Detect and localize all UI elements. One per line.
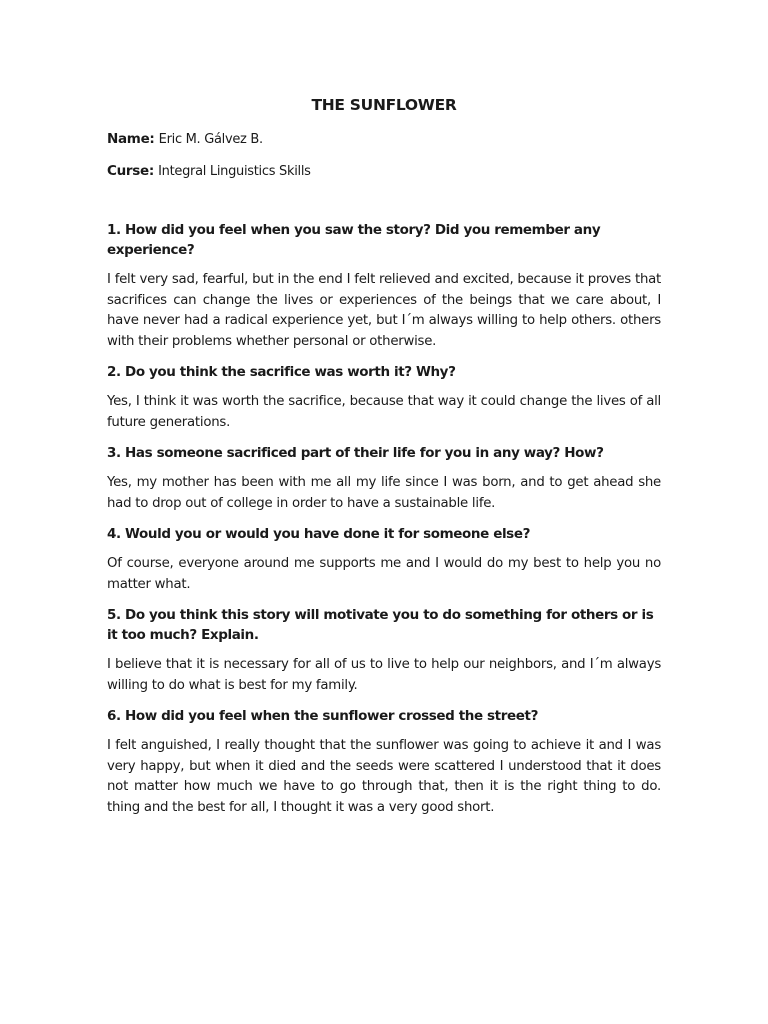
answer-1: I felt very sad, fearful, but in the end I felt relieved and excited, because it proves that sacrifices can change the lives or experiences of the beings that we care about, I have never had a radical experience yet, but I´m always willing to help others. others with their problems whether personal or otherwise.	[107, 272, 661, 349]
answer-6: I felt anguished, I really thought that the sunflower was going to achieve it and I was very happy, but when it died and the seeds were scattered I understood that it does not matter how much we have to go through that, then it is the right thing to do. thing and the best for all, I thought it was a very good short.	[107, 738, 661, 815]
answer-3: Yes, my mother has been with me all my life since I was born, and to get ahead she had to drop out of college in order to have a sustainable life.	[107, 475, 661, 511]
document-title: THE SUNFLOWER	[311, 96, 457, 114]
curse-line	[107, 162, 661, 181]
curse-value: Integral Linguistics Skills	[158, 164, 311, 179]
answer-5: I believe that it is necessary for all of us to live to help our neighbors, and I´m always willing to do what is best for my family.	[107, 657, 661, 693]
question-1: 1. How did you feel when you saw the story? Did you remember any experience?	[107, 222, 601, 258]
name-line	[107, 130, 661, 149]
answer-4: Of course, everyone around me supports me and I would do my best to help you no matter what.	[107, 556, 661, 592]
name-label: Name:	[107, 131, 155, 147]
section-spacer	[107, 194, 661, 220]
question-2: 2. Do you think the sacrifice was worth it? Why?	[107, 364, 456, 380]
qa-item-3	[107, 443, 661, 514]
qa-item-2	[107, 362, 661, 433]
qa-item-6	[107, 706, 661, 818]
question-3: 3. Has someone sacrificed part of their life for you in any way? How?	[107, 445, 604, 461]
question-6: 6. How did you feel when the sunflower crossed the street?	[107, 708, 538, 724]
answer-2: Yes, I think it was worth the sacrifice, because that way it could change the lives of all future generations.	[107, 394, 661, 430]
qa-item-5	[107, 605, 661, 696]
curse-label: Curse:	[107, 163, 154, 179]
qa-item-1	[107, 220, 661, 352]
document-page	[107, 94, 661, 828]
name-value: Eric M. Gálvez B.	[158, 132, 263, 147]
question-5: 5. Do you think this story will motivate you to do something for others or is it too much? Explain.	[107, 607, 654, 643]
question-4: 4. Would you or would you have done it for someone else?	[107, 526, 531, 542]
qa-item-4	[107, 524, 661, 595]
